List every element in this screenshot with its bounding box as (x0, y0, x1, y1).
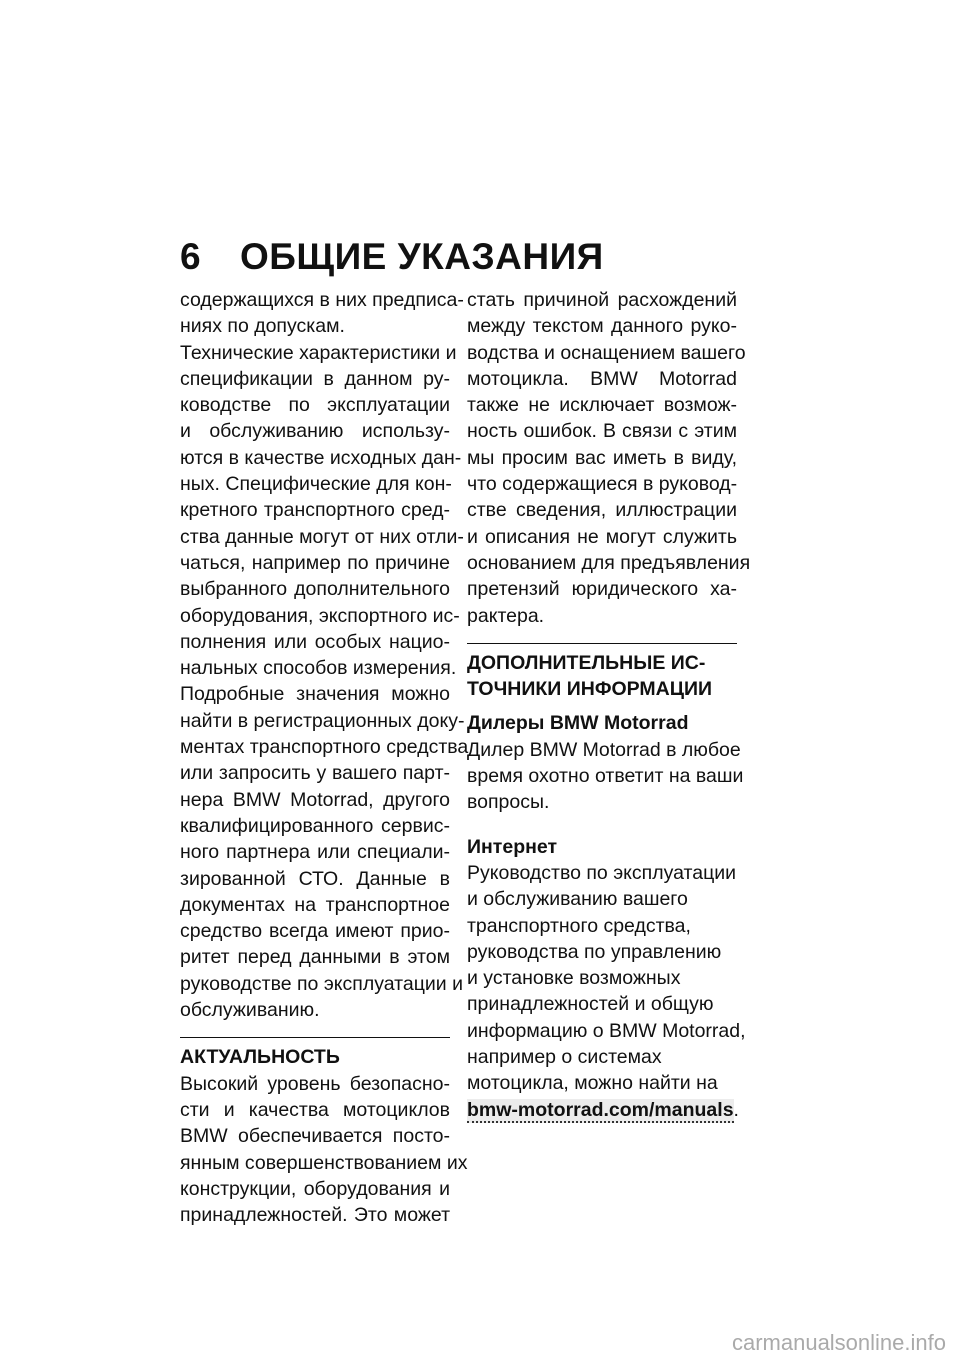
text-line: мотоцикла, можно найти на (467, 1072, 718, 1095)
text-line: документах на транспортное (180, 893, 450, 916)
internet-paragraph (467, 860, 746, 1123)
text-line: ниях по допускам. (180, 315, 345, 338)
text-line: найти в регистрационных доку- (180, 709, 465, 732)
text-line: руководства по управлению (467, 940, 722, 963)
text-line: и описания не могут служить (467, 525, 737, 548)
text-line: Подробные значения можно (180, 683, 450, 706)
text-line: нальных способов измерения. (180, 657, 457, 680)
text-line: время охотно ответит на ваши (467, 765, 744, 788)
text-line: претензий юридического ха- (467, 578, 737, 601)
text-line: мотоцикла. BMW Motorrad (467, 367, 737, 390)
heading-line: ТОЧНИКИ ИНФОРМАЦИИ (467, 678, 712, 701)
chapter-heading: ОБЩИЕ УКАЗАНИЯ (240, 236, 604, 277)
text-line: ного партнера или специали- (180, 841, 450, 864)
text-line: и обслуживанию вашего (467, 888, 688, 911)
text-line: и обслуживанию использу- (180, 420, 450, 443)
text-line: конструкции, оборудования и (180, 1177, 450, 1200)
actuality-paragraph (180, 1071, 468, 1229)
text-line: информацию о BMW Motorrad, (467, 1019, 746, 1042)
text-line: также не исключает возмож- (467, 394, 737, 417)
text-line: зированной СТО. Данные в (180, 867, 450, 890)
text-line: полнения или особых нацио- (180, 630, 450, 653)
text-line: и установке возможных (467, 967, 681, 990)
text-line: янным совершенствованием их (180, 1151, 468, 1174)
watermark: carmanualsonline.info (731, 1330, 946, 1355)
text-line: Дилер BMW Motorrad в любое (467, 738, 741, 761)
text-line: ководстве по эксплуатации (180, 394, 450, 417)
subheading-dealers: Дилеры BMW Motorrad (467, 712, 689, 735)
dealers-paragraph (467, 737, 744, 816)
text-line: рактера. (467, 604, 545, 627)
text-line: Высокий уровень безопасно- (180, 1072, 450, 1095)
text-line: ются в качестве исходных дан- (180, 446, 462, 469)
text-line: Руководство по эксплуатации (467, 861, 737, 884)
chapter-title (180, 236, 604, 278)
text-line: или запросить у вашего парт- (180, 762, 450, 785)
text-line: кретного транспортного сред- (180, 499, 450, 522)
text-line: ность ошибок. В связи с этим (467, 420, 737, 443)
continuation-paragraph (467, 287, 751, 629)
text-line: например о системах (467, 1046, 662, 1069)
chapter-number: 6 (180, 236, 202, 277)
heading-line: ДОПОЛНИТЕЛЬНЫЕ ИС- (467, 651, 706, 674)
text-line: средство всегда имеют прио- (180, 920, 450, 943)
text-line: основанием для предъявления (467, 551, 751, 574)
text-line: ритет перед данными в этом (180, 946, 450, 969)
right-column (467, 287, 751, 1123)
subheading-internet: Интернет (467, 835, 558, 858)
text-line: вопросы. (467, 791, 550, 814)
link-period: . (733, 1098, 739, 1121)
left-column (180, 287, 469, 1228)
text-line: Технические характеристики и (180, 341, 457, 364)
text-line: транспортного средства, (467, 914, 691, 937)
text-line: выбранного дополнительного (180, 578, 450, 601)
text-line: между текстом данного руко- (467, 315, 737, 338)
text-line: оборудования, экспортного ис- (180, 604, 460, 627)
section-heading-sources (467, 644, 737, 703)
intro-paragraph (180, 287, 469, 1023)
text-line: ных. Специфические для кон- (180, 473, 452, 496)
text-line: ства данные могут от них отли- (180, 525, 464, 548)
text-line: водства и оснащением вашего (467, 341, 746, 364)
text-line: принадлежностей. Это может (180, 1204, 450, 1227)
text-line: нера BMW Motorrad, другого (180, 788, 450, 811)
text-line: содержащихся в них предписа- (180, 289, 464, 311)
text-line: ментах транспортного средства (180, 736, 469, 759)
text-line: чаться, например по причине (180, 551, 450, 574)
text-line: квалифицированного сервис- (180, 814, 450, 837)
text-line: BMW обеспечивается посто- (180, 1125, 450, 1148)
section-heading-actuality: АКТУАЛЬНОСТЬ (180, 1046, 340, 1069)
text-line: спецификации в данном ру- (180, 367, 450, 390)
text-line: руководстве по эксплуатации и (180, 972, 463, 995)
text-line: принадлежностей и общую (467, 993, 714, 1016)
text-line: мы просим вас иметь в виду, (467, 446, 737, 469)
text-line: обслуживанию. (180, 999, 320, 1022)
text-line: стве сведения, иллюстрации (467, 499, 737, 522)
text-line: стать причиной расхождений (467, 289, 737, 311)
text-line: сти и качества мотоциклов (180, 1098, 450, 1121)
link-line (467, 1097, 737, 1123)
text-line: что содержащиеся в руковод- (467, 473, 738, 496)
manuals-link[interactable]: bmw-motorrad.com/manuals (467, 1098, 734, 1121)
